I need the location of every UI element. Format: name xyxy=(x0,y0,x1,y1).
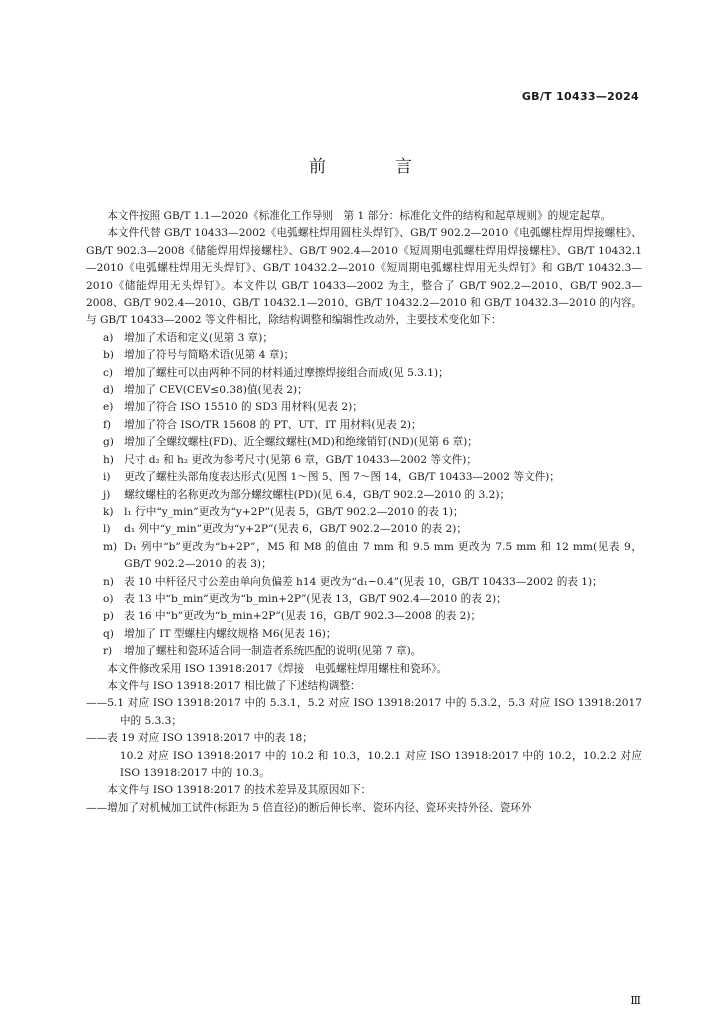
list-item-label: a) xyxy=(102,331,114,344)
technical-changes-list xyxy=(86,330,642,661)
list-item xyxy=(103,347,642,364)
list-item xyxy=(103,434,642,451)
foreword-content xyxy=(86,208,642,817)
list-item-label: n) xyxy=(102,575,114,588)
list-item-label: p) xyxy=(102,610,114,623)
list-item xyxy=(103,591,642,608)
list-item-text: 尺寸 d₂ 和 h₂ 更改为参考尺寸(见第 6 章，GB/T 10433—2002 等文件)； xyxy=(124,453,478,466)
list-item xyxy=(103,469,642,486)
list-item-label: c) xyxy=(102,366,114,379)
paragraph-structure-adjust: 本文件与 ISO 13918:2017 相比做了下述结构调整： xyxy=(107,679,361,692)
dash-item: ——表 19 对应 ISO 13918:2017 中的表 18； xyxy=(86,732,313,745)
list-item xyxy=(103,574,642,591)
list-item-text: d₁ 列中“y_min”更改为“y+2P”(见表 6，GB/T 902.2—2010 的表 2)； xyxy=(124,523,467,536)
list-item-text: 增加了螺柱可以由两种不同的材料通过摩擦焊接组合而成(见 5.3.1)； xyxy=(124,366,449,379)
list-item xyxy=(103,382,642,399)
list-item-label: i) xyxy=(102,471,111,484)
list-item-label: j) xyxy=(102,488,111,501)
list-item xyxy=(103,417,642,434)
list-item-text: 表 16 中“b”更改为“b_min+2P”(见表 16，GB/T 902.3—2008 的表 2)； xyxy=(124,610,482,623)
list-item xyxy=(103,539,642,574)
list-item-label: h) xyxy=(102,453,114,466)
list-item-text: 螺纹螺柱的名称更改为部分螺纹螺柱(PD)(见 6.4，GB/T 902.2—2010 的 3.2)； xyxy=(124,488,511,501)
list-item-text: 增加了螺柱和瓷环适合同一制造者系统匹配的说明(见第 7 章)。 xyxy=(124,645,422,658)
list-item-text: 增加了术语和定义(见第 3 章)； xyxy=(124,331,274,344)
list-item xyxy=(103,608,642,625)
list-item-text: 增加了 IT 型螺柱内螺纹规格 M6(见表 16)； xyxy=(124,627,337,640)
dash-item: ——5.1 对应 ISO 13918:2017 中的 5.3.1，5.2 对应 ISO 13918:2017 中的 5.3.2，5.3 对应 ISO 13918:2017 中的 5.3.3； xyxy=(86,697,642,727)
list-item-text: D₁ 列中“b”更改为“b+2P”，M5 和 M8 的值由 7 mm 和 9.5 mm 更改为 7.5 mm 和 12 mm(见表 9，GB/T 902.2—2010 的表 3)； xyxy=(124,540,642,571)
dash-item: ——增加了对机械加工试件(标距为 5 倍直径)的断后伸长率、瓷环内径、瓷环夹持外径、瓷环外 xyxy=(86,801,532,814)
list-item-label: e) xyxy=(102,401,114,414)
list-item-label: f) xyxy=(102,418,112,431)
list-item xyxy=(103,626,642,643)
list-item xyxy=(103,504,642,521)
list-item-label: r) xyxy=(102,645,113,658)
list-item xyxy=(103,487,642,504)
page-title: 前 言 xyxy=(309,157,438,177)
list-item-label: m) xyxy=(102,540,118,553)
standard-number: GB/T 10433—2024 xyxy=(521,90,639,103)
list-item-label: g) xyxy=(102,436,114,449)
list-item-text: 增加了符号与简略术语(见第 4 章)； xyxy=(124,349,295,362)
dash-item-continuation: 10.2 对应 ISO 13918:2017 中的 10.2 和 10.3，10.2.1 对应 ISO 13918:2017 中的 10.2，10.2.2 对应 ISO 13918:2017 中的 10.3。 xyxy=(119,749,642,779)
paragraph-technical-differences: 本文件与 ISO 13918:2017 的技术差异及其原因如下： xyxy=(107,784,372,797)
list-item xyxy=(103,643,642,660)
paragraph-adoption: 本文件修改采用 ISO 13918:2017《焊接 电弧螺柱焊用螺柱和瓷环》。 xyxy=(107,662,448,675)
list-item-label: k) xyxy=(102,505,114,518)
paragraph-drafting-rules: 本文件按照 GB/T 1.1—2020《标准化工作导则 第 1 部分：标准化文件的结构和起草规则》的规定起草。 xyxy=(107,210,612,222)
list-item-text: 更改了螺柱头部角度表达形式(见图 1～图 5、图 7～图 14，GB/T 10433—2002 等文件)； xyxy=(124,471,560,484)
list-item-text: l₁ 行中“y_min”更改为“y+2P”(见表 5，GB/T 902.2—2010 的表 1)； xyxy=(124,505,464,518)
list-item-label: d) xyxy=(102,384,114,397)
list-item-text: 增加了 CEV(CEV≤0.38)值(见表 2)； xyxy=(124,384,308,397)
list-item xyxy=(103,365,642,382)
list-item-label: b) xyxy=(102,349,114,362)
list-item-text: 增加了符合 ISO/TR 15608 的 PT、UT、IT 用材料(见表 2)； xyxy=(124,418,422,431)
list-item-text: 增加了符合 ISO 15510 的 SD3 用材料(见表 2)； xyxy=(124,401,363,414)
paragraph-replaces: 本文件代替 GB/T 10433—2002《电弧螺柱焊用圆柱头焊钉》、GB/T 902.2—2010《电弧螺柱焊用焊接螺柱》、GB/T 902.3—2008《储能焊用焊接螺柱》、GB/T 902.4—2010《短周期电弧螺柱焊用焊接螺柱》、GB/T 10432.1—2010《电弧螺柱焊用无头焊钉》、GB/T 10432.2—2010《短周期电弧螺柱焊用无头焊钉》和 GB/T 10432.3—2010《储能焊用无头焊钉》。本文件以 GB/T 10433—2002 为主，整合了 GB/T 902.2—2010、GB/T 902.3—2008、GB/T 902.4—2010、GB/T 10432.1—2010、GB/T 10432.2—2010 和 GB/T 10432.3—2010 的内容。与 GB/T 10433—2002 等文件相比，除结构调整和编辑性改动外，主要技术变化如下： xyxy=(86,227,642,327)
list-item xyxy=(103,399,642,416)
list-item-text: 增加了全螺纹螺柱(FD)、近全螺纹螺柱(MD)和绝缘销钉(ND)(见第 6 章)； xyxy=(124,436,478,449)
list-item-text: 表 10 中杆径尺寸公差由单向负偏差 h14 更改为“d₁−0.4”(见表 10，GB/T 10433—2002 的表 1)； xyxy=(124,575,603,588)
list-item-label: o) xyxy=(102,592,114,605)
list-item-label: q) xyxy=(102,627,114,640)
page-number: Ⅲ xyxy=(630,994,641,1007)
list-item xyxy=(103,452,642,469)
list-item xyxy=(103,521,642,538)
list-item-text: 表 13 中“b_min”更改为“b_min+2P”(见表 13，GB/T 902.4—2010 的表 2)； xyxy=(124,592,507,605)
list-item xyxy=(103,330,642,347)
list-item-label: l) xyxy=(102,523,111,536)
